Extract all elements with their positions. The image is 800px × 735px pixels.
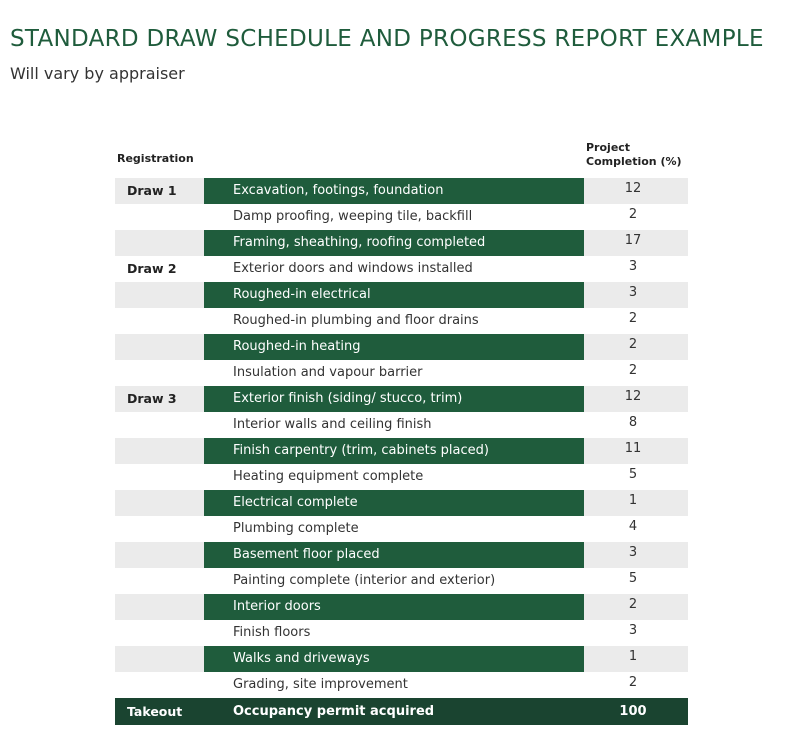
task-label: Exterior doors and windows installed: [233, 261, 473, 276]
table-row: [115, 646, 688, 672]
completion-value: 2: [628, 675, 638, 690]
draw-label: Draw 2: [127, 261, 177, 276]
completion-header-line2: Completion (%): [586, 155, 682, 168]
task-label: Roughed-in electrical: [204, 282, 584, 308]
task-label: Exterior finish (siding/ stucco, trim): [204, 386, 584, 412]
completion-value: 8: [628, 415, 638, 430]
table-row: [115, 568, 688, 594]
table-row: [115, 204, 688, 230]
task-label: Roughed-in heating: [204, 334, 584, 360]
task-label: Heating equipment complete: [233, 469, 424, 484]
completion-value: 17: [624, 233, 642, 248]
task-label: Interior doors: [204, 594, 584, 620]
completion-value: 3: [628, 285, 638, 300]
task-label: Occupancy permit acquired: [233, 704, 435, 719]
task-label: Finish carpentry (trim, cabinets placed): [204, 438, 584, 464]
table-row: [115, 282, 688, 308]
completion-value: 3: [628, 259, 638, 274]
task-label: Finish floors: [233, 625, 311, 640]
completion-value: 11: [624, 441, 642, 456]
table-row: [115, 620, 688, 646]
completion-value: 3: [628, 623, 638, 638]
table-row: [115, 412, 688, 438]
draw-label: Takeout: [127, 704, 183, 719]
task-label: Roughed-in plumbing and floor drains: [233, 313, 479, 328]
completion-value: 5: [628, 467, 638, 482]
table-row: [115, 516, 688, 542]
completion-value: 1: [628, 493, 638, 508]
page-title: STANDARD DRAW SCHEDULE AND PROGRESS REPORT EXAMPLE: [10, 26, 764, 52]
table-row: [115, 672, 688, 698]
draw-label: Draw 1: [127, 183, 177, 198]
table-row: [115, 256, 688, 282]
completion-value: 1: [628, 649, 638, 664]
completion-value: 5: [628, 571, 638, 586]
task-label: Damp proofing, weeping tile, backfill: [233, 209, 473, 224]
draw-schedule-table: [115, 178, 688, 725]
completion-value: 2: [628, 311, 638, 326]
task-label: Interior walls and ceiling finish: [233, 417, 432, 432]
table-row: [115, 464, 688, 490]
table-row: [115, 438, 688, 464]
task-label: Basement floor placed: [204, 542, 584, 568]
table-row: [115, 594, 688, 620]
table-row: [115, 308, 688, 334]
table-row: [115, 542, 688, 568]
completion-value: 2: [628, 337, 638, 352]
page-subtitle: Will vary by appraiser: [10, 64, 185, 83]
completion-value: 2: [628, 597, 638, 612]
task-label: Framing, sheathing, roofing completed: [204, 230, 584, 256]
completion-value: 12: [624, 181, 642, 196]
draw-label: Draw 3: [127, 391, 177, 406]
task-label: Plumbing complete: [233, 521, 359, 536]
completion-value: 4: [628, 519, 638, 534]
task-label: Electrical complete: [204, 490, 584, 516]
table-row: [115, 178, 688, 204]
completion-value: 3: [628, 545, 638, 560]
completion-header: [586, 141, 682, 169]
task-label: Insulation and vapour barrier: [233, 365, 423, 380]
total-row: [115, 698, 688, 725]
table-row: [115, 230, 688, 256]
table-row: [115, 334, 688, 360]
task-label: Painting complete (interior and exterior): [233, 573, 496, 588]
table-row: [115, 386, 688, 412]
table-row: [115, 360, 688, 386]
task-label: Grading, site improvement: [233, 677, 408, 692]
completion-header-line1: Project: [586, 141, 631, 154]
task-label: Walks and driveways: [204, 646, 584, 672]
registration-header: Registration: [117, 152, 194, 165]
completion-value: 2: [628, 363, 638, 378]
task-label: Excavation, footings, foundation: [204, 178, 584, 204]
completion-value: 100: [619, 704, 647, 719]
table-row: [115, 490, 688, 516]
completion-value: 12: [624, 389, 642, 404]
completion-value: 2: [628, 207, 638, 222]
